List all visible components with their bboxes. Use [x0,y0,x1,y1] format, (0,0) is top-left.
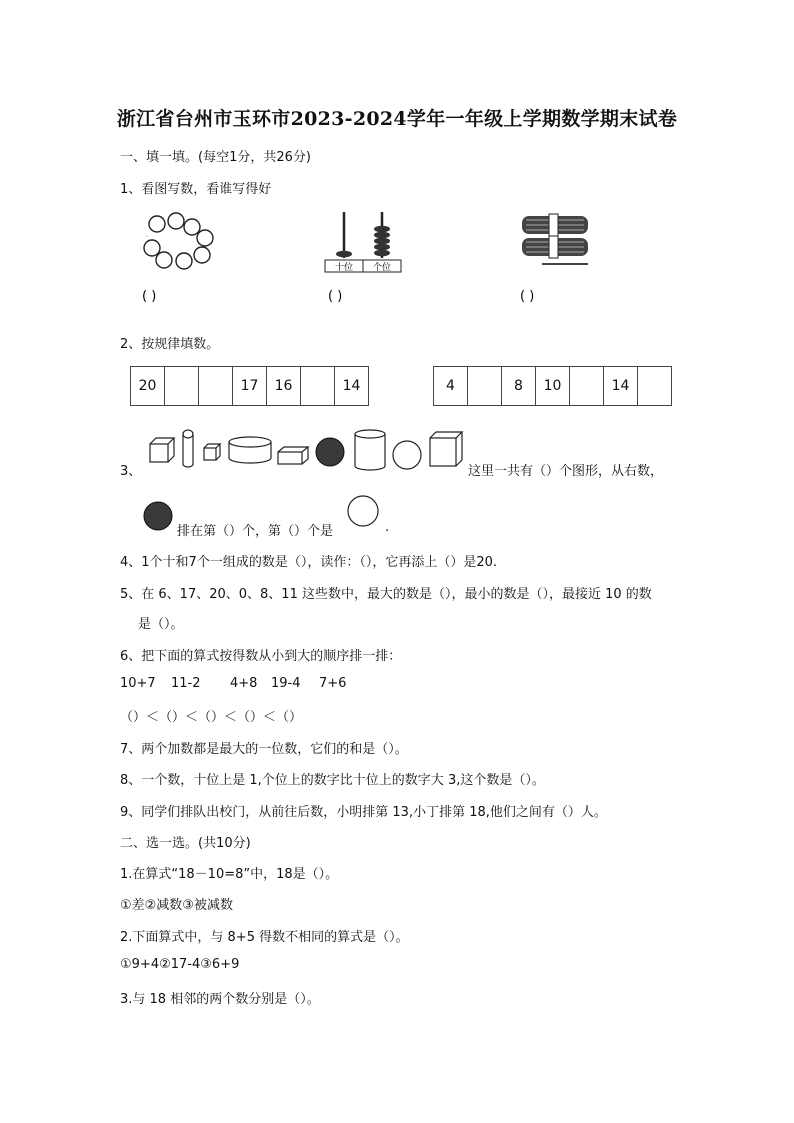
cube-shape [430,432,462,466]
q3-prefix: 3、 [120,464,142,479]
sequence-cell: 4 [434,367,468,405]
q6-order: （）＜（）＜（）＜（）＜（） [120,710,303,725]
q1-illustrations [118,208,606,314]
q6-expr-5: 7+6 [319,676,347,691]
cylinder-shape [355,430,385,470]
sequence-cell: 14 [342,378,361,394]
q6-expr-4: 19-4 [271,676,301,691]
section2-heading: 二、选一选。(共10分) [120,836,251,851]
dark-sphere-icon [142,500,174,532]
q4-text: 4、1个十和7个一组成的数是（），读作：（），它再添上（）是20. [120,555,497,570]
sequence-row-1 [130,366,369,406]
s2-q3-text: 3.与 18 相邻的两个数分别是（）。 [120,992,320,1007]
stick-bundles-figure [522,214,588,264]
q8-text: 8、一个数，十位上是 1,个位上的数字比十位上的数字大 3,这个数是（）。 [120,773,545,788]
circles-figure [144,213,213,269]
sequence-cell: 20 [131,367,165,405]
cube-shape [150,438,174,462]
q9-text: 9、同学们排队出校门，从前往后数，小明排第 13,小丁排第 18,他们之间有（）人。 [120,805,607,820]
q6-expr-3: 4+8 [230,676,258,691]
sequence-cell: 8 [502,367,536,405]
shapes-row [144,424,466,472]
q1-answer-1: ( ) [142,289,157,304]
q7-text: 7、两个加数都是最大的一位数，它们的和是（）。 [120,742,408,757]
q6-text: 6、把下面的算式按得数从小到大的顺序排一排： [120,649,402,664]
q6-expr-1: 10+7 [120,676,156,691]
q3-text-b: 排在第（）个，第（）个是 [177,524,334,539]
sequence-cell[interactable] [468,367,502,405]
cube-shape [204,444,220,460]
q3-text-a: 这里一共有（）个图形，从右数， [468,464,664,479]
circle-icon [345,494,381,528]
q1-answer-3: ( ) [520,289,535,304]
cylinder-shape [229,437,271,463]
s2-q2-text: 2.下面算式中，与 8+5 得数不相同的算式是（）。 [120,930,409,945]
q1-picture [118,208,606,314]
sphere-shape [316,438,344,466]
abacus-figure [325,212,401,273]
circle-shape [393,441,421,469]
q1-answer-2: ( ) [328,289,343,304]
q5-text-line2: 是（）。 [138,617,184,632]
q6-expr-2: 11-2 [171,676,201,691]
section1-heading: 一、填一填。(每空1分，共26分) [120,150,311,165]
cuboid-shape [278,447,308,464]
q3-end: . [385,520,390,535]
s2-q1-text: 1.在算式“18－10=8”中，18是（）。 [120,867,339,882]
sequence-cell: 14 [604,367,638,405]
sequence-cell[interactable] [570,367,604,405]
abacus-tens-label: 十位 [334,263,354,273]
abacus-ones-label: 个位 [372,263,392,273]
q1-text: 1、看图写数，看谁写得好 [120,182,272,197]
q2-text: 2、按规律填数。 [120,337,220,352]
s2-q1-options: ①差②减数③被减数 [120,898,233,913]
q5-text-line1: 5、在 6、17、20、0、8、11 这些数中，最大的数是（），最小的数是（），最接近 10 的数 [120,587,652,602]
s2-q2-options: ①9+4②17-4③6+9 [120,957,240,972]
sequence-cell: 16 [267,367,301,405]
sequence-cell[interactable] [638,367,671,405]
sequence-cell[interactable] [165,367,199,405]
page-title: 浙江省台州市玉环市2023-2024学年一年级上学期数学期末试卷 [116,108,678,130]
sequence-cell: 10 [536,367,570,405]
cylinder-shape [183,430,193,467]
sequence-cell: 17 [233,367,267,405]
sequence-cell[interactable] [199,367,233,405]
sequence-cell[interactable] [301,367,335,405]
sequence-row-2 [433,366,672,406]
